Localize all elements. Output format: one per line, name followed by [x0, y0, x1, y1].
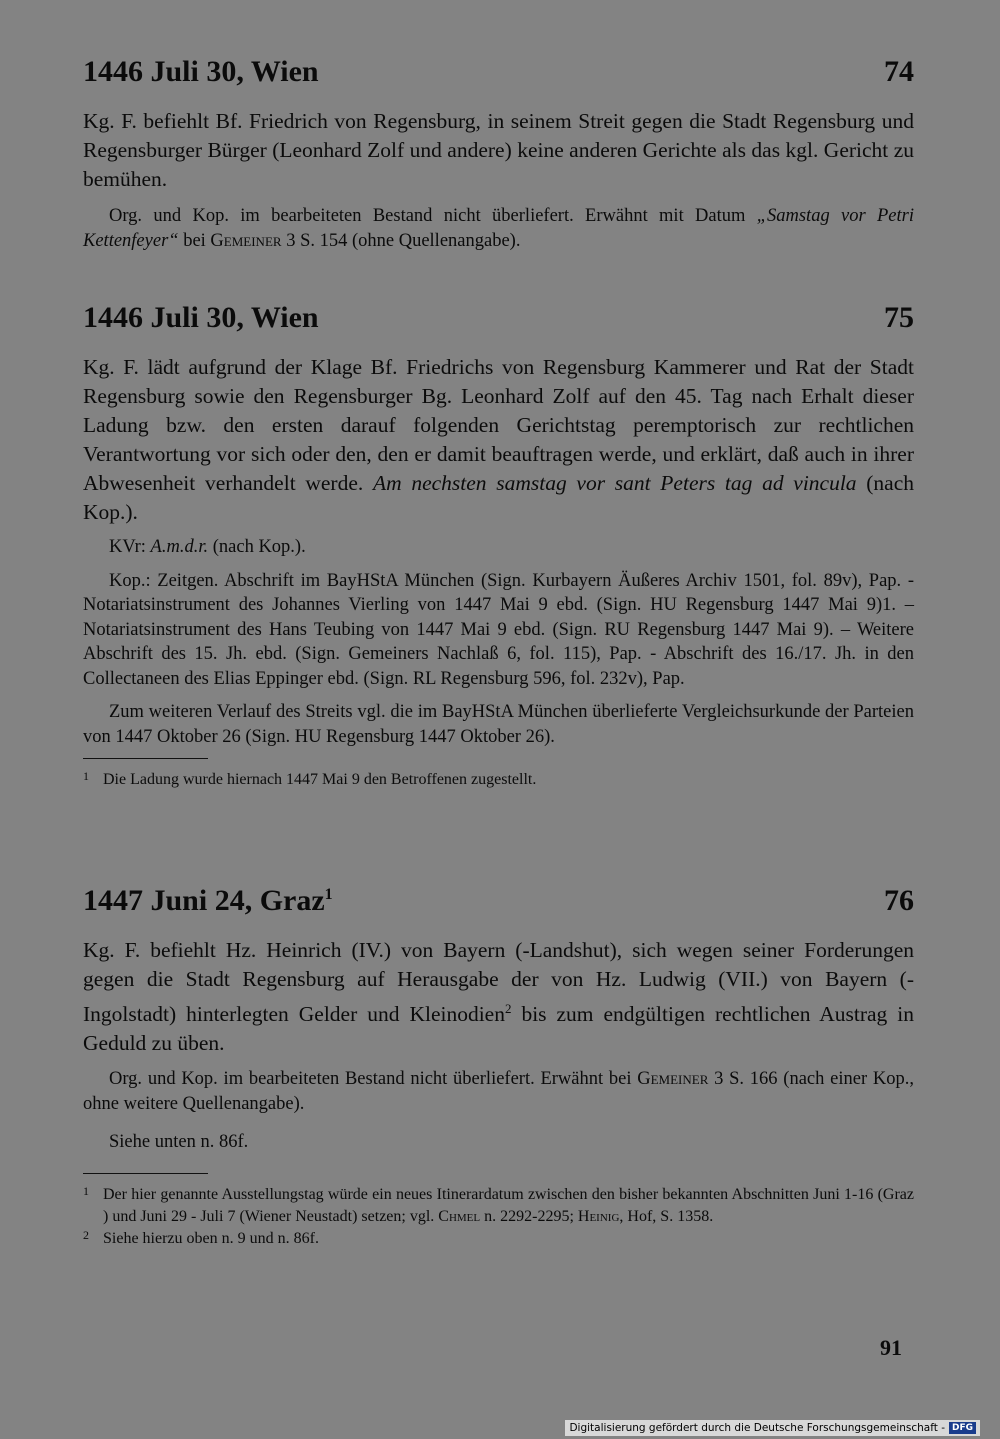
entry-number: 74	[884, 55, 914, 88]
footnote-2: 2 Siehe hierzu oben n. 9 und n. 86f.	[83, 1227, 319, 1247]
entry-verlauf: Zum weiteren Verlauf des Streits vgl. die im BayHStA München überlieferte Vergleichsurkunde der Parteien von 1447 Oktober 26 (Sign. HU Regensburg 1447 Oktober 26).	[83, 702, 914, 747]
footnote-rule	[83, 758, 208, 759]
entry-75	[83, 301, 914, 791]
entry-date: 1447 Juni 24, Graz$^1$	[83, 884, 333, 917]
digitization-credit	[565, 1420, 980, 1436]
footnote-rule	[83, 1173, 208, 1174]
entry-note: Org. und Kop. im bearbeiteten Bestand nicht überliefert. Erwähnt mit Datum „Samstag vor Petri Kettenfeyer“ bei Gemeiner 3 S. 154 (ohne Quellenangabe).	[83, 206, 914, 251]
entry-kop: Kop.: Zeitgen. Abschrift im BayHStA München (Sign. Kurbayern Äußeres Archiv 1501, fol. 89v), Pap. - Notariatsinstrument des Johannes Vierling von 1447 Mai 9 ebd. (Sign. HU Regensburg 1447 Mai 9)1. – Notariatsinstrument des Hans Teubing von 1447 Mai 9 ebd. (Sign. RU Regensburg 1447 Mai 9). – Weitere Abschrift des 15. Jh. ebd. (Sign. Gemeiners Nachlaß 6, fol. 115), Pap. - Abschrift des 16./17. Jh. in den Collectaneen des Elias Eppinger ebd. (Sign. RL Regensburg 596, fol. 232v), Pap.	[83, 570, 914, 689]
dfg-logo: DFG	[949, 1422, 976, 1434]
entry-date: 1446 Juli 30, Wien	[83, 55, 319, 88]
entry-heading	[83, 301, 914, 335]
credit-text: Digitalisierung gefördert durch die Deutsche Forschungsgemeinschaft -	[569, 1422, 945, 1434]
entry-heading	[83, 55, 914, 89]
footnote: 1 Die Ladung wurde hiernach 1447 Mai 9 den Betroffenen zugestellt.	[83, 769, 537, 788]
entry-date: 1446 Juli 30, Wien	[83, 301, 319, 334]
footnote-1: 1 Der hier genannte Ausstellungstag würde ein neues Itinerardatum zwischen den bisher bekannten Abschnitten Juni 1-16 (Graz ) und Juni 29 - Juli 7 (Wiener Neustadt) setzen; vgl. Chmel n. 2292-2295; Heinig, Hof, S. 1358.	[83, 1183, 914, 1225]
entry-summary: Kg. F. lädt aufgrund der Klage Bf. Friedrichs von Regensburg Kammerer und Rat der Stadt Regensburg sowie den Regensburger Bg. Leonhard Zolf auf den 45. Tag nach Erhalt dieser Ladung bzw. den ersten darauf folgenden Gerichtstag peremptorisch zur rechtlichen Verantwortung vor sich oder den, den er damit beauftragen werde, und erklärt, daß auch in ihrer Abwesenheit verhandelt werde. Am nechsten samstag vor sant Peters tag ad vincula (nach Kop.).	[83, 355, 915, 524]
entry-summary: Kg. F. befiehlt Hz. Heinrich (IV.) von Bayern (-Landshut), sich wegen seiner Forderungen gegen die Stadt Regensburg auf Herausgabe der von Hz. Ludwig (VII.) von Bayern (-Ingolstadt) hinterlegten Gelder und Kleinodien$^2$ bis zum endgültigen rechtlichen Austrag in Geduld zu üben.	[83, 938, 914, 1056]
entry-kvr: KVr: A.m.d.r. (nach Kop.).	[109, 537, 306, 557]
entry-number: 75	[884, 301, 914, 334]
entry-heading	[83, 884, 914, 918]
entry-number: 76	[884, 884, 914, 917]
entry-summary: Kg. F. befiehlt Bf. Friedrich von Regensburg, in seinem Streit gegen die Stadt Regensburg und Regensburger Bürger (Leonhard Zolf und andere) keine anderen Gerichte als das kgl. Gericht zu bemühen.	[83, 109, 914, 191]
entry-76	[83, 884, 914, 1250]
entry-see-also: Siehe unten n. 86f.	[109, 1132, 249, 1153]
page-number: 91	[880, 1335, 902, 1360]
entry-74	[83, 55, 914, 253]
entry-note: Org. und Kop. im bearbeiteten Bestand nicht überliefert. Erwähnt bei Gemeiner 3 S. 166 (nach einer Kop., ohne weitere Quellenangabe).	[83, 1069, 914, 1114]
